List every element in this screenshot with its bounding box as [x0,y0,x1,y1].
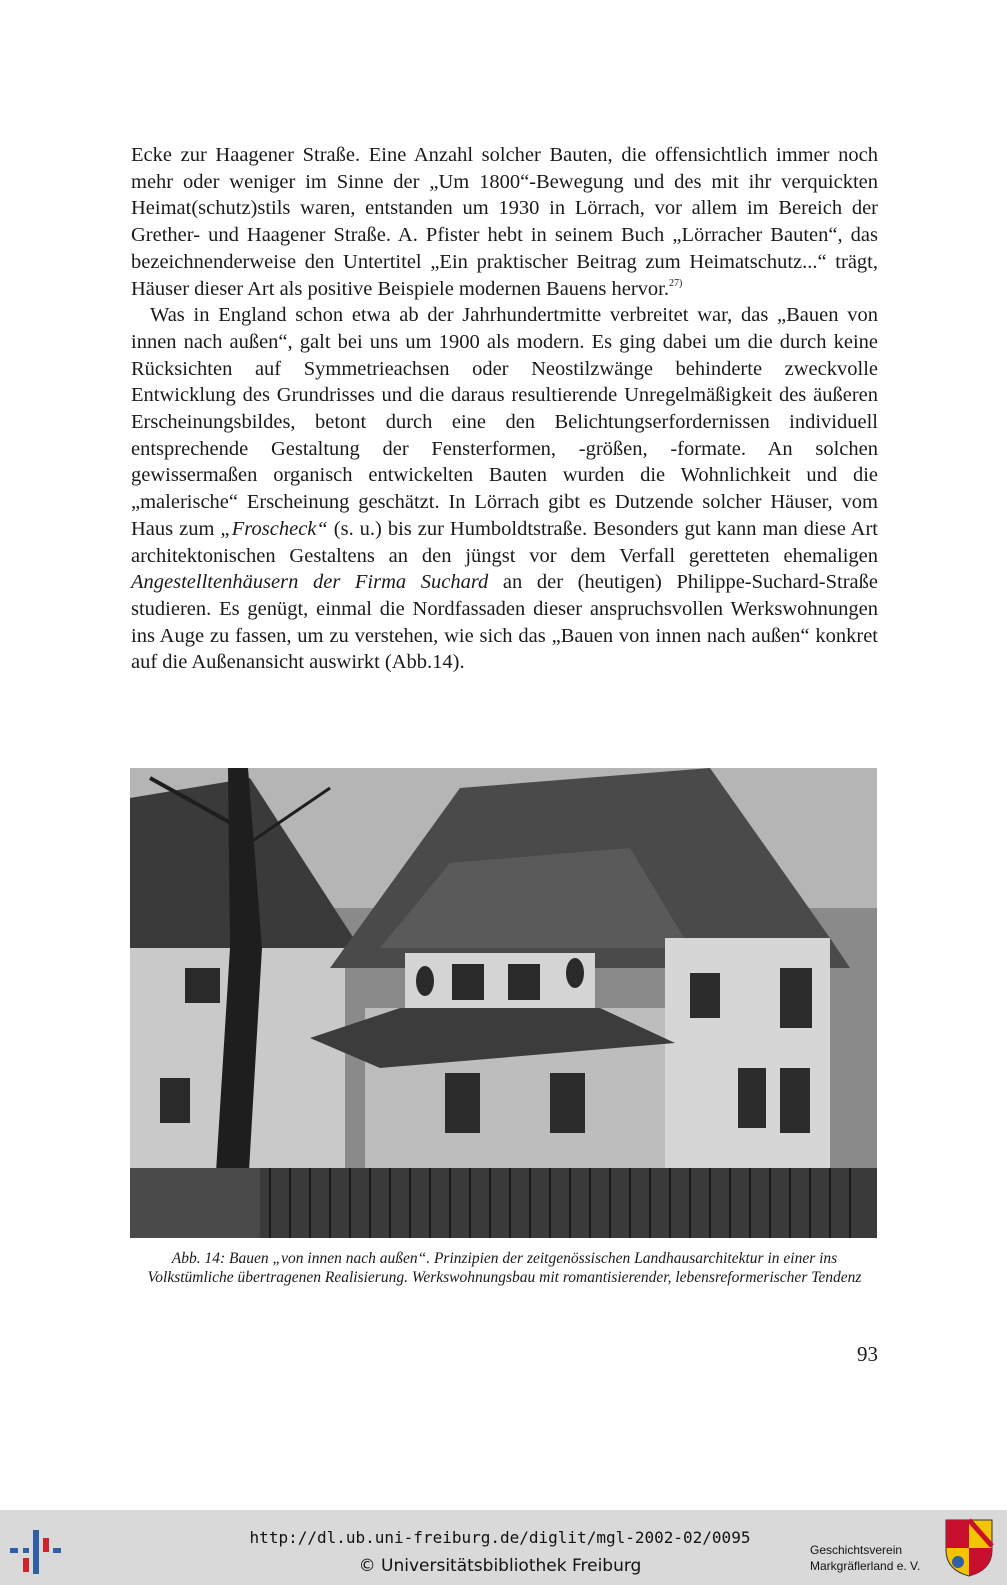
society-name[interactable]: Geschichtsverein Markgräflerland e. V. [810,1543,921,1573]
figure-photo [130,768,877,1238]
university-library-logo-icon[interactable] [10,1524,66,1578]
footnote-ref[interactable]: 27) [669,277,683,289]
italic-suchard: Angestelltenhäusern der Firma Suchard [131,571,489,594]
paragraph-1: Ecke zur Haagener Straße. Eine Anzahl solcher Bauten, die offensichtlich immer noch mehr oder weniger im Sinne der „Um 1800“-Bewegung und des mit ihr verquickten Heimat(schutz)stils waren, entstanden um 1930 in Lörrach, vor allem im Bereich der Grether- und Haagener Straße. A. Pfister hebt in seinem Buch „Lörracher Bauten“, das bezeichnenderweise den Untertitel „Ein praktischer Beitrag zum Heimatschutz...“ trägt, Häuser dieser Art als positive Beispiele modernen Bauens hervor.$^{27)}$ [131,144,878,300]
body-text [131,142,878,676]
document-url-link[interactable]: http://dl.ub.uni-freiburg.de/diglit/mgl-2002-02/0095 [249,1528,751,1547]
copyright-notice: © Universitätsbibliothek Freiburg [358,1556,642,1576]
paragraph-2: Was in England schon etwa ab der Jahrhundertmitte verbreitet war, das „Bauen von innen nach außen“, galt bei uns um 1900 als modern. Es ging dabei um die durch keine Rücksichten auf Symmetrieachsen oder Neostilzwänge behinderte zweckvolle Entwicklung des Grundrisses und die daraus resultierende Unregelmäßigkeit des äußeren Erscheinungsbildes, betont durch eine den Belichtungserfordernissen individuell entsprechende Gestaltung der Fensterformen, -größen, -formate. An solchen gewissermaßen organisch entwickelten Bauten wurden die Wohnlichkeit und die „malerische“ Erscheinung geschätzt. In Lörrach gibt es Dutzende solcher Häuser, vom Haus zum „Froscheck“ (s. u.) bis zur Humboldtstraße. Besonders gut kann man diese Art architektonischen Gestaltens an den jüngst vor dem Verfall geretteten ehemaligen Angestelltenhäusern der Firma Suchard an der (heutigen) Philippe-Suchard-Straße studieren. Es genügt, einmal die Nordfassaden dieser anspruchsvollen Werkswohnungen ins Auge zu fassen, um zu verstehen, wie sich das „Bauen von innen nach außen“ konkret auf die Außenansicht auswirkt (Abb.14). [131,304,878,674]
figure-caption: Abb. 14: Bauen „von innen nach außen“. Prinzipien der zeitgenössischen Landhausarchitektur in einer ins Volkstümliche übertragenen Realisierung. Werkswohnungsbau mit romantisierender, lebensreformerischer Tendenz [147,1250,862,1286]
house-photo-illustration [130,768,877,1238]
coat-of-arms-icon[interactable] [944,1518,994,1578]
footer-bar [0,1510,1007,1585]
page-number: 93 [857,1342,878,1366]
italic-froscheck: „Froscheck“ [220,517,328,540]
